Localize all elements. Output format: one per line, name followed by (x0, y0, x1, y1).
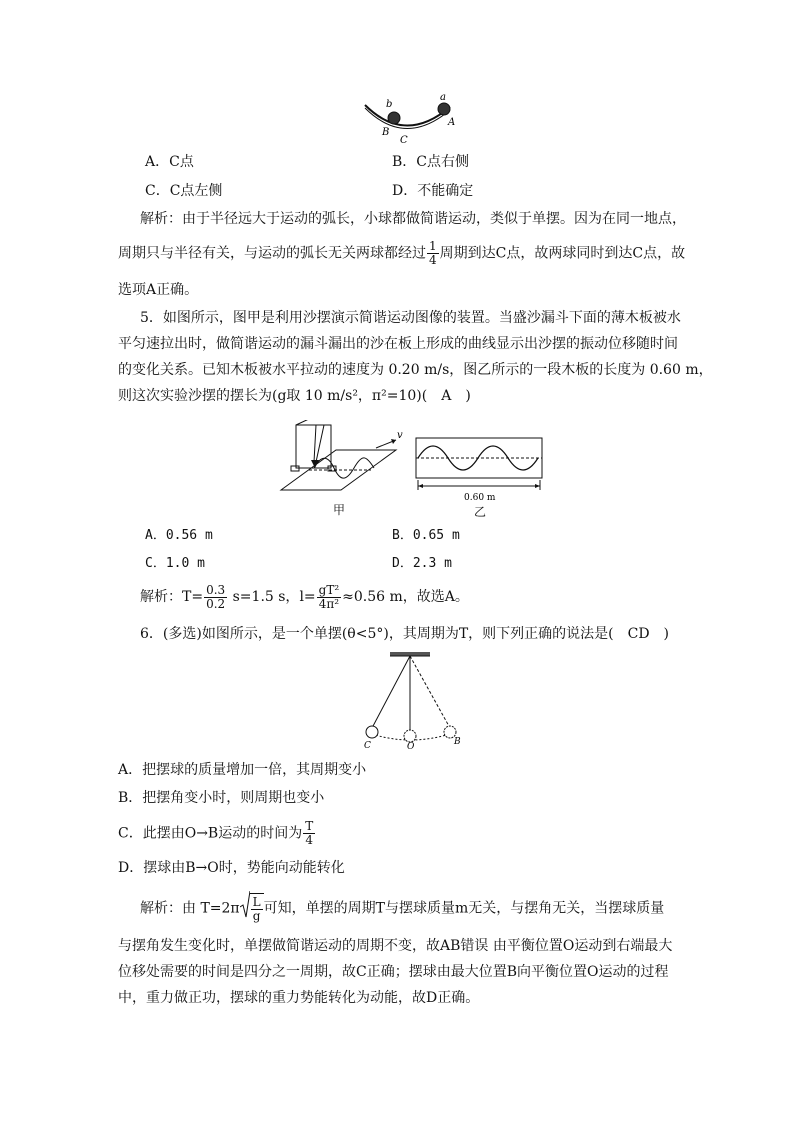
q6-option-a: A．把摆球的质量增加一倍，其周期变小 (118, 762, 367, 778)
q4-fraction: $\frac{1}{4}$ (429, 239, 437, 267)
q5-figure-yi (414, 436, 544, 504)
q6-label-B: B (454, 737, 461, 747)
q4-option-a: A．C点 (145, 154, 194, 170)
q4-label-a: a (440, 93, 446, 103)
q6-analysis-line2: 与摆角发生变化时，单摆做简谐运动的周期不变，故AB错误 由平衡位置O运动到右端最大 (118, 938, 673, 954)
q4-label-C: C (400, 135, 408, 146)
q5-option-a: A．0.56 m (145, 528, 213, 543)
q5-stem-line4: 则这次实验沙摆的摆长为(g取 10 m/s²，π²=10)( A ) (118, 388, 471, 404)
q5-option-b: B．0.65 m (392, 528, 460, 543)
q6-label-C: C (364, 741, 371, 750)
q5-option-d: D．2.3 m (392, 556, 452, 571)
q4-track-figure (360, 93, 460, 148)
q4-analysis-line2: 周期只与半径有关，与运动的弧长无关两球都经过 $\frac{1}{4}$ 周期到达C点，故两球同时到达C点，故 (118, 239, 686, 267)
q6-option-c: C．此摆由O→B运动的时间为 $\frac{T}{4}$ (118, 819, 314, 847)
q4-analysis-line3: 选项A正确。 (118, 282, 199, 298)
q6-stem: 6．(多选)如图所示，是一个单摆(θ<5°)，其周期为T，则下列正确的说法是( CD ) (140, 626, 670, 642)
q5-length-label: 0.60 m (464, 493, 496, 503)
sqrt-symbol: $\frac{L}{g}$ (240, 893, 264, 924)
q4-option-b: B．C点右侧 (392, 154, 469, 170)
q5-figure-jia (276, 420, 406, 500)
q4-analysis-line1: 解析：由于半径远大于运动的弧长，小球都做简谐运动，类似于单摆。因为在同一地点， (140, 211, 686, 227)
q6-analysis-line1: 解析：由 T=2π $\frac{L}{g}$ 可知，单摆的周期T与摆球质量m无关，与摆角无关，当摆球质量 (140, 893, 664, 924)
q4-label-b: b (386, 99, 393, 110)
q4-option-c: C．C点左侧 (145, 183, 223, 199)
q5-analysis: 解析：T= $\frac{0.3}{0.2}$ s=1.5 s，l= $\frac{\text{gT²}}{\text{4π²}}$ ≈0.56 m，故选A。 (140, 582, 469, 611)
q5-stem-line2: 平匀速拉出时，做简谐运动的漏斗漏出的沙在板上形成的曲线显示出沙摆的振动位移随时间 (118, 336, 678, 352)
q6-option-d: D．摆球由B→O时，势能向动能转化 (118, 860, 345, 876)
q5-option-c: C．1.0 m (145, 556, 205, 571)
q5-velocity-label: v (397, 430, 403, 441)
q4-label-A: A (448, 117, 456, 128)
q6-pendulum-figure (360, 650, 470, 750)
q5-figure-yi-label: 乙 (474, 505, 487, 519)
q5-stem-line3: 的变化关系。已知木板被水平拉动的速度为 0.20 m/s，图乙所示的一段木板的长度为 0.60 m， (118, 362, 713, 378)
q5-figure-jia-label: 甲 (333, 503, 346, 517)
q6-label-O: O (407, 742, 415, 750)
q5-stem-line1: 5．如图所示，图甲是利用沙摆演示简谐运动图像的装置。当盛沙漏斗下面的薄木板被水 (140, 310, 681, 326)
q4-option-d: D．不能确定 (392, 183, 474, 199)
q6-analysis-line3: 位移处需要的时间是四分之一周期，故C正确；摆球由最大位置B向平衡位置O运动的过程 (118, 964, 669, 980)
q6-analysis-line4: 中，重力做正功，摆球的重力势能转化为动能，故D正确。 (118, 990, 480, 1006)
q6-option-b: B．把摆角变小时，则周期也变小 (118, 790, 325, 806)
q4-label-B: B (382, 127, 390, 138)
